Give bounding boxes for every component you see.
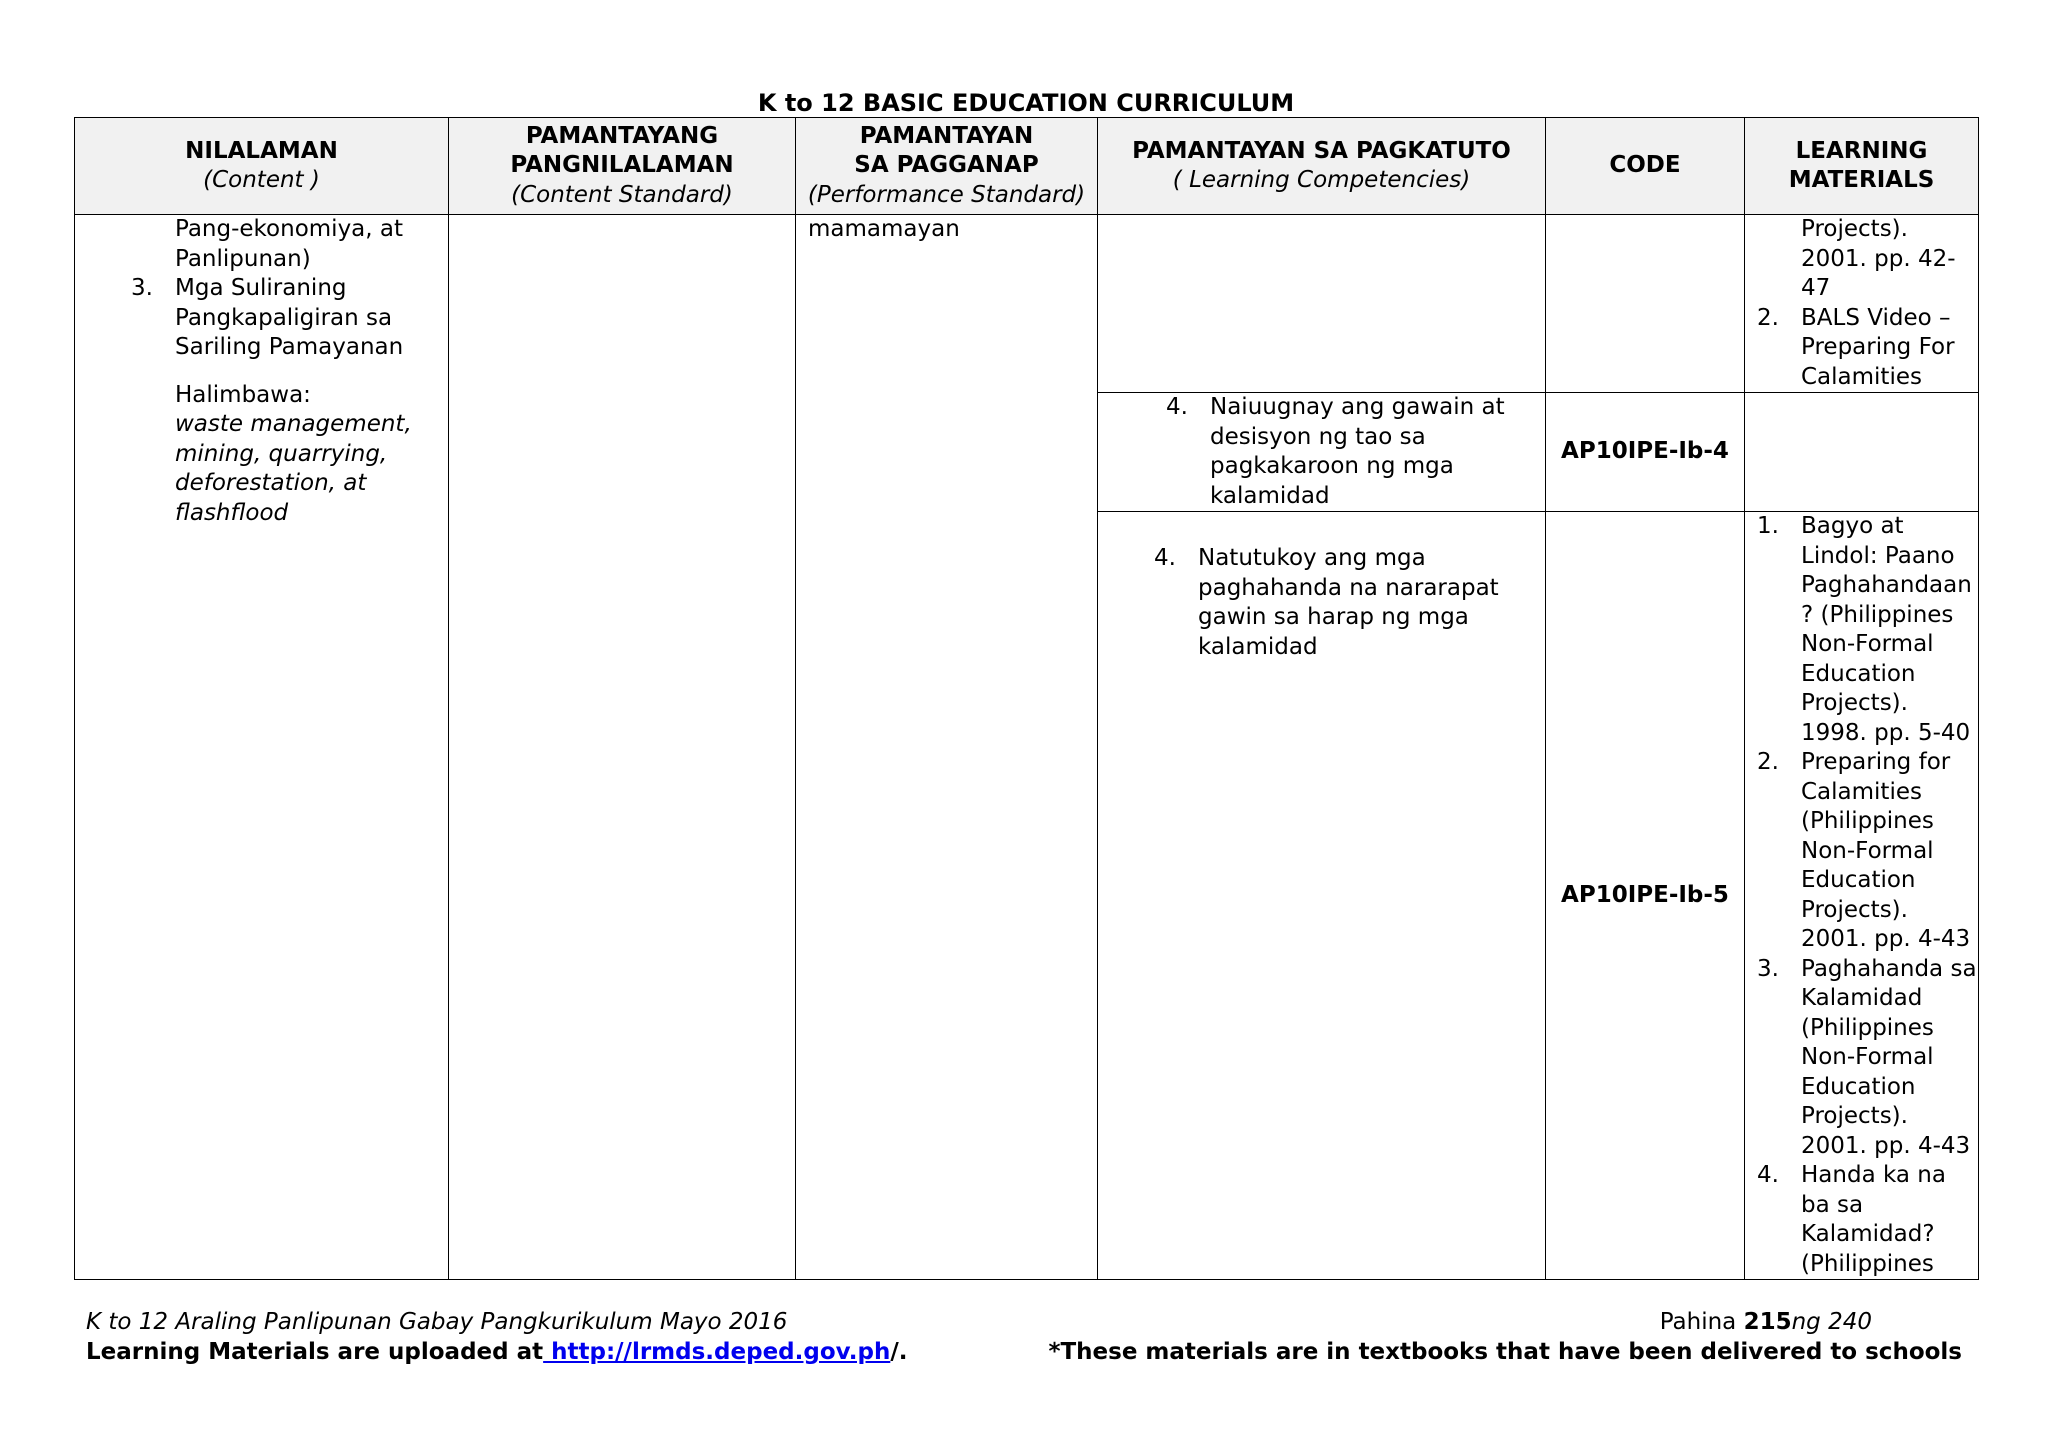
footer-right xyxy=(1048,1307,1962,1367)
curriculum-table xyxy=(74,117,1979,1280)
header-learning-competencies: PAMANTAYAN SA PAGKATUTO ( Learning Competencies) xyxy=(1098,118,1546,215)
header-learning-materials: LEARNING MATERIALS xyxy=(1745,118,1979,215)
header-performance-standard: PAMANTAYAN SA PAGGANAP (Performance Standard) xyxy=(796,118,1098,215)
lrmds-link[interactable]: http://lrmds.deped.gov.ph xyxy=(543,1339,891,1365)
list-item: 4. Handa ka na ba sa Kalamidad? (Philippines xyxy=(1757,1162,1946,1277)
competency-cell-3 xyxy=(1098,512,1546,1280)
page-number: 215 xyxy=(1743,1309,1792,1335)
content-standard-cell xyxy=(449,215,796,1280)
footer-left xyxy=(86,1307,907,1367)
code-cell-2: AP10IPE-Ib-4 xyxy=(1546,393,1745,512)
competency-cell-2 xyxy=(1098,393,1546,512)
code-cell-3: AP10IPE-Ib-5 xyxy=(1546,512,1745,1280)
content-cell: Pang-ekonomiya, at Panlipunan) 3. Mga Suliraning Pangkapaligiran sa Sariling Pamayanan Halimbawa: waste management, mining, quarrying, deforestation, at flashflood xyxy=(75,215,449,1280)
performance-standard-cell: mamamayan xyxy=(796,215,1098,1280)
footer-note: *These materials are in textbooks that have been delivered to schools xyxy=(1048,1339,1962,1365)
list-item: 3. Paghahanda sa Kalamidad (Philippines Non-Formal Education Projects). 2001. pp. 4-43 xyxy=(1757,955,1977,1159)
list-item: 2. Preparing for Calamities (Philippines Non-Formal Education Projects). 2001. pp. 4-43 xyxy=(1757,749,1971,952)
list-item: 1. Bagyo at Lindol: Paano Paghahandaan ? (Philippines Non-Formal Education Projects). 1998. pp. 5-40 xyxy=(1757,513,1972,746)
code-cell-1 xyxy=(1546,215,1745,393)
document-title: K to 12 BASIC EDUCATION CURRICULUM xyxy=(757,89,1295,117)
page-number-line: Pahina 215ng 240 xyxy=(1659,1309,1872,1335)
header-code: CODE xyxy=(1546,118,1745,215)
header-content-standard: PAMANTAYANG PANGNILALAMAN (Content Standard) xyxy=(449,118,796,215)
list-item: 4. Naiuugnay ang gawain at desisyon ng tao sa pagkakaroon ng mga kalamidad xyxy=(1166,394,1505,509)
footer-upload-line: Learning Materials are uploaded at http://lrmds.deped.gov.ph/. xyxy=(86,1339,908,1365)
materials-cell-1: Projects). 2001. pp. 42- 47 2. BALS Video – Preparing For Calamities xyxy=(1745,215,1979,393)
header-content: NILALAMAN (Content ) xyxy=(75,118,449,215)
list-item: 2. BALS Video – Preparing For Calamities xyxy=(1757,304,1955,390)
materials-cell-3 xyxy=(1745,512,1979,1280)
list-item: 4. Natutukoy ang mga paghahanda na nararapat gawin sa harap ng mga kalamidad xyxy=(1154,545,1499,660)
list-item: 3. Mga Suliraning Pangkapaligiran sa Sariling Pamayanan xyxy=(131,275,404,360)
footer-guide-text: K to 12 Araling Panlipunan Gabay Pangkurikulum Mayo 2016 xyxy=(86,1309,788,1335)
competency-cell-1 xyxy=(1098,215,1546,393)
materials-cell-2 xyxy=(1745,393,1979,512)
